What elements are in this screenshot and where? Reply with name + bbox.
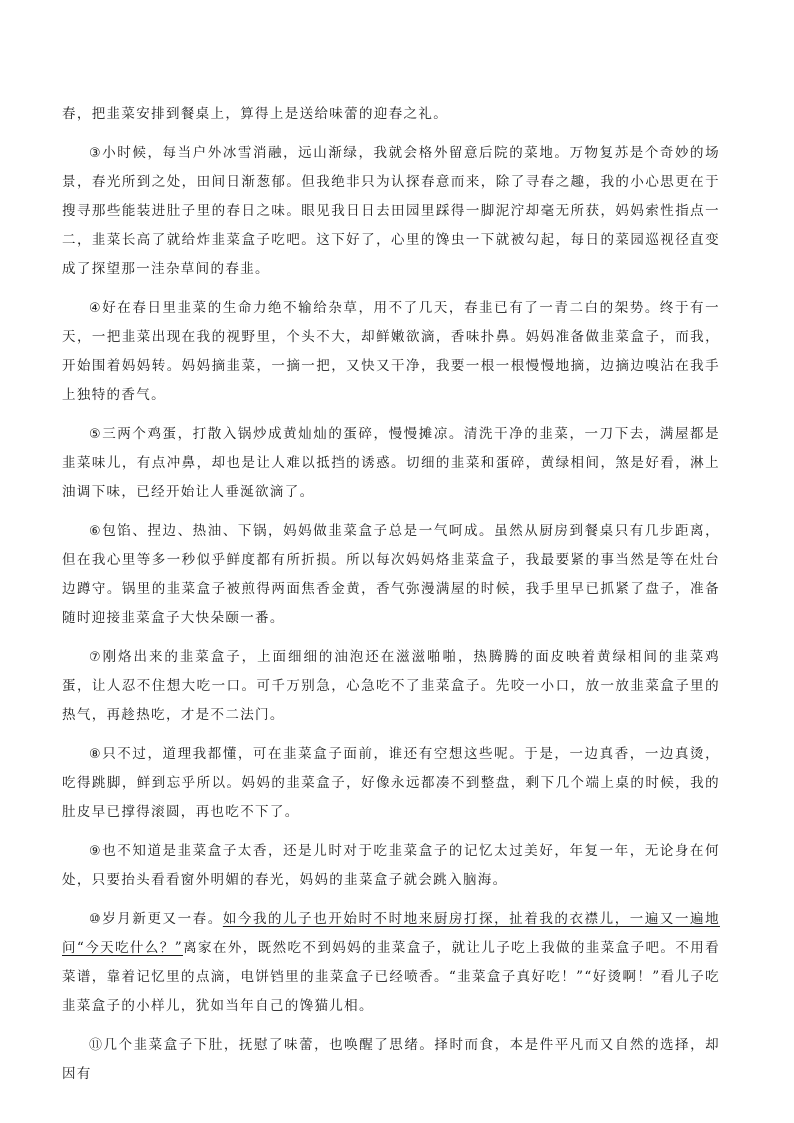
paragraph-10 bbox=[62, 905, 720, 1021]
paragraph-5 bbox=[62, 420, 720, 507]
paragraph-number: ③ bbox=[89, 146, 103, 161]
paragraph-text: 三两个鸡蛋，打散入锅炒成黄灿灿的蛋碎，慢慢摊凉。清洗干净的韭菜，一刀下去，满屋都是韭菜味儿，有点冲鼻，却也是让人难以抵挡的诱惑。切细的韭菜和蛋碎，黄绿相间，煞是好看，淋上油调下味，已经开始让人垂涎欲滴了。 bbox=[62, 426, 720, 500]
paragraph-number: ⑪ bbox=[89, 1038, 104, 1053]
paragraph-4 bbox=[62, 294, 720, 410]
paragraph-number: ⑦ bbox=[89, 650, 103, 665]
paragraph-number: ⑩ bbox=[89, 912, 103, 927]
paragraph-text-before: 岁月新更又一春。 bbox=[102, 911, 223, 927]
paragraph-text: 春，把韭菜安排到餐桌上，算得上是送给味蕾的迎春之礼。 bbox=[62, 106, 449, 122]
paragraph-text: 好在春日里韭菜的生命力绝不输给杂草，用不了几天，春韭已有了一青二白的架势。终于有一天，一把韭菜出现在我的视野里，个头不大，却鲜嫩欲滴，香味扑鼻。妈妈准备做韭菜盒子，而我，开始围着妈妈转。妈妈摘韭菜，一摘一把，又快又干净，我要一根一根慢慢地摘，边摘边嗅沾在我手上独特的香气。 bbox=[62, 300, 720, 403]
paragraph-text: 也不知道是韭菜盒子太香，还是儿时对于吃韭菜盒子的记忆太过美好，年复一年，无论身在何处，只要抬头看看窗外明媚的春光，妈妈的韭菜盒子就会跳入脑海。 bbox=[62, 843, 720, 888]
paragraph-9 bbox=[62, 837, 720, 895]
paragraph-text: 几个韭菜盒子下肚，抚慰了味蕾，也唤醒了思绪。择时而食，本是件平凡而又自然的选择，却因有 bbox=[62, 1037, 720, 1082]
paragraph-text-after: 离家在外，既然吃不到妈妈的韭菜盒子，就让儿子吃上我做的韭菜盒子吧。不用看菜谱，靠着记忆里的点滴，电饼铛里的韭菜盒子已经喷香。“韭菜盒子真好吃！”“好烫啊！”看儿子吃韭菜盒子的小样儿，犹如当年自己的馋猫儿相。 bbox=[62, 940, 721, 1014]
article-body bbox=[62, 100, 720, 1099]
paragraph-number: ④ bbox=[89, 301, 103, 316]
paragraph-number: ⑥ bbox=[89, 524, 103, 539]
paragraph-text: 包馅、捏边、热油、下锅，妈妈做韭菜盒子总是一气呵成。虽然从厨房到餐桌只有几步距离，但在我心里等多一秒似乎鲜度都有所折损。所以每次妈妈烙韭菜盒子，我最要紧的事当然是等在灶台边蹲守。锅里的韭菜盒子被煎得两面焦香金黄，香气弥漫满屋的时候，我手里早已抓紧了盘子，准备随时迎接韭菜盒子大快朵颐一番。 bbox=[62, 523, 720, 626]
paragraph-6 bbox=[62, 517, 720, 633]
paragraph-continued bbox=[62, 100, 720, 129]
paragraph-text: 只不过，道理我都懂，可在韭菜盒子面前，谁还有空想这些呢。于是，一边真香，一边真烫，吃得跳脚，鲜到忘乎所以。妈妈的韭菜盒子，好像永远都凑不到整盘，剩下几个端上桌的时候，我的肚皮早已撑得滚圆，再也吃不下了。 bbox=[62, 746, 720, 820]
paragraph-7 bbox=[62, 643, 720, 730]
paragraph-text: 小时候，每当户外冰雪消融，远山渐绿，我就会格外留意后院的菜地。万物复苏是个奇妙的场景，春光所到之处，田间日渐葱郁。但我绝非只为认探春意而来，除了寻春之趣，我的小心思更在于搜寻那些能装进肚子里的春日之味。眼见我日日去田园里踩得一脚泥泞却毫无所获，妈妈索性指点一二，韭菜长高了就给炸韭菜盒子吃吧。这下好了，心里的馋虫一下就被勾起，每日的菜园巡视径直变成了探望那一洼杂草间的春韭。 bbox=[62, 145, 720, 277]
paragraph-11 bbox=[62, 1031, 720, 1089]
paragraph-3 bbox=[62, 139, 720, 284]
paragraph-number: ⑤ bbox=[89, 427, 103, 442]
paragraph-text: 刚烙出来的韭菜盒子，上面细细的油泡还在滋滋啪啪，热腾腾的面皮映着黄绿相间的韭菜鸡蛋，让人忍不住想大吃一口。可千万别急，心急吃不了韭菜盒子。先咬一小口，放一放韭菜盒子里的热气，再趁热吃，才是不二法门。 bbox=[62, 649, 720, 723]
underlined-sentence: 如今我的儿子也开始时不时地来厨房打探，扯着我的衣襟儿，一遍又一遍地问“今天吃什么？” bbox=[62, 911, 720, 956]
paragraph-8 bbox=[62, 740, 720, 827]
paragraph-number: ⑧ bbox=[89, 747, 103, 762]
paragraph-number: ⑨ bbox=[89, 844, 103, 859]
